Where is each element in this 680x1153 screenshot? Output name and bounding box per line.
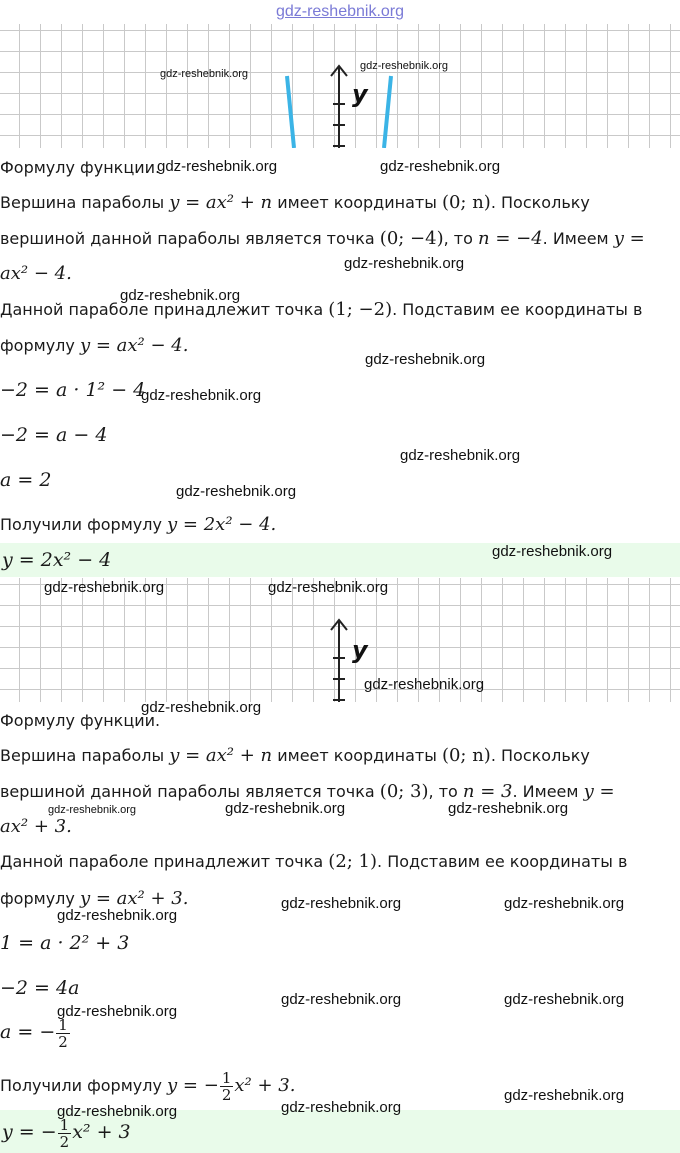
watermark: gdz-reshebnik.org	[492, 543, 613, 560]
site-header-link[interactable]: gdz-reshebnik.org	[275, 3, 405, 20]
curve-left-1	[287, 76, 294, 148]
s2-result-line: Получили формулу y = − $\frac{1}{2}$ x² + 3.	[0, 1069, 296, 1104]
watermark: gdz-reshebnik.org	[400, 447, 521, 464]
watermark: gdz-reshebnik.org	[120, 287, 241, 304]
s2-answer-frac: $\frac{1}{2}$	[59, 1116, 70, 1151]
graph-svg-2	[0, 578, 680, 702]
watermark: gdz-reshebnik.org	[57, 1003, 178, 1020]
s1-subst-line: формулу y = ax² − 4.	[0, 335, 189, 356]
watermark: gdz-reshebnik.org	[268, 579, 389, 596]
watermark: gdz-reshebnik.org	[504, 991, 625, 1008]
s1-vertex-line: Вершина параболы y = ax² + n имеет координаты (0; n). Поскольку	[0, 192, 590, 213]
watermark: gdz-reshebnik.org	[57, 1103, 178, 1120]
y-axis-label-2: y	[352, 636, 368, 664]
y-axis-label-1: y	[352, 80, 368, 108]
watermark: gdz-reshebnik.org	[225, 800, 346, 817]
s2-step3: a = − $\frac{1}{2}$	[0, 1016, 68, 1051]
watermark: gdz-reshebnik.org	[344, 255, 465, 272]
watermark: gdz-reshebnik.org	[360, 60, 449, 72]
watermark: gdz-reshebnik.org	[380, 158, 501, 175]
s1-answer: y = 2x² − 4	[2, 549, 112, 571]
watermark: gdz-reshebnik.org	[504, 895, 625, 912]
s2-vertex2-line: вершиной данной параболы является точка (0; 3), то n = 3. Имеем y =	[0, 781, 615, 802]
watermark: gdz-reshebnik.org	[157, 158, 278, 175]
watermark: gdz-reshebnik.org	[281, 895, 402, 912]
graph-grid-1	[0, 24, 680, 148]
watermark: gdz-reshebnik.org	[48, 804, 137, 816]
s1-eq-cont: ax² − 4.	[0, 263, 72, 284]
s2-subst-line: формулу y = ax² + 3.	[0, 888, 189, 909]
watermark: gdz-reshebnik.org	[44, 579, 165, 596]
watermark: gdz-reshebnik.org	[160, 68, 249, 80]
watermark: gdz-reshebnik.org	[141, 387, 262, 404]
curve-right-1	[384, 76, 391, 148]
s1-step3: a = 2	[0, 469, 52, 491]
s1-step1: −2 = a · 1² − 4	[0, 379, 146, 401]
s2-vertex-line: Вершина параболы y = ax² + n имеет координаты (0; n). Поскольку	[0, 745, 590, 766]
s1-result-line: Получили формулу y = 2x² − 4.	[0, 514, 277, 535]
watermark: gdz-reshebnik.org	[176, 483, 297, 500]
s2-step3-frac: $\frac{1}{2}$	[58, 1016, 68, 1051]
s1-formula-text: Формулу функции.	[0, 158, 161, 177]
s2-result-frac: $\frac{1}{2}$	[221, 1069, 232, 1104]
s1-point-line: Данной параболе принадлежит точка (1; −2). Подставим ее координаты в	[0, 299, 643, 320]
watermark: gdz-reshebnik.org	[365, 351, 486, 368]
watermark: gdz-reshebnik.org	[57, 907, 178, 924]
graph-grid-2	[0, 578, 680, 702]
watermark: gdz-reshebnik.org	[281, 991, 402, 1008]
s2-eq-cont: ax² + 3.	[0, 816, 72, 837]
watermark: gdz-reshebnik.org	[448, 800, 569, 817]
s1-step2: −2 = a − 4	[0, 424, 108, 446]
watermark: gdz-reshebnik.org	[141, 699, 262, 716]
graph-svg-1	[0, 24, 680, 148]
s2-step1: 1 = a · 2² + 3	[0, 932, 130, 954]
watermark: gdz-reshebnik.org	[364, 676, 485, 693]
s2-point-line: Данной параболе принадлежит точка (2; 1). Подставим ее координаты в	[0, 851, 628, 872]
s2-formula-text: Формулу функции.	[0, 711, 161, 730]
watermark: gdz-reshebnik.org	[504, 1087, 625, 1104]
s2-answer: y = − $\frac{1}{2}$ x² + 3	[2, 1116, 131, 1151]
s1-vertex2-line: вершиной данной параболы является точка (0; −4), то n = −4. Имеем y =	[0, 228, 645, 249]
s2-step2: −2 = 4a	[0, 977, 80, 999]
watermark: gdz-reshebnik.org	[281, 1099, 402, 1116]
